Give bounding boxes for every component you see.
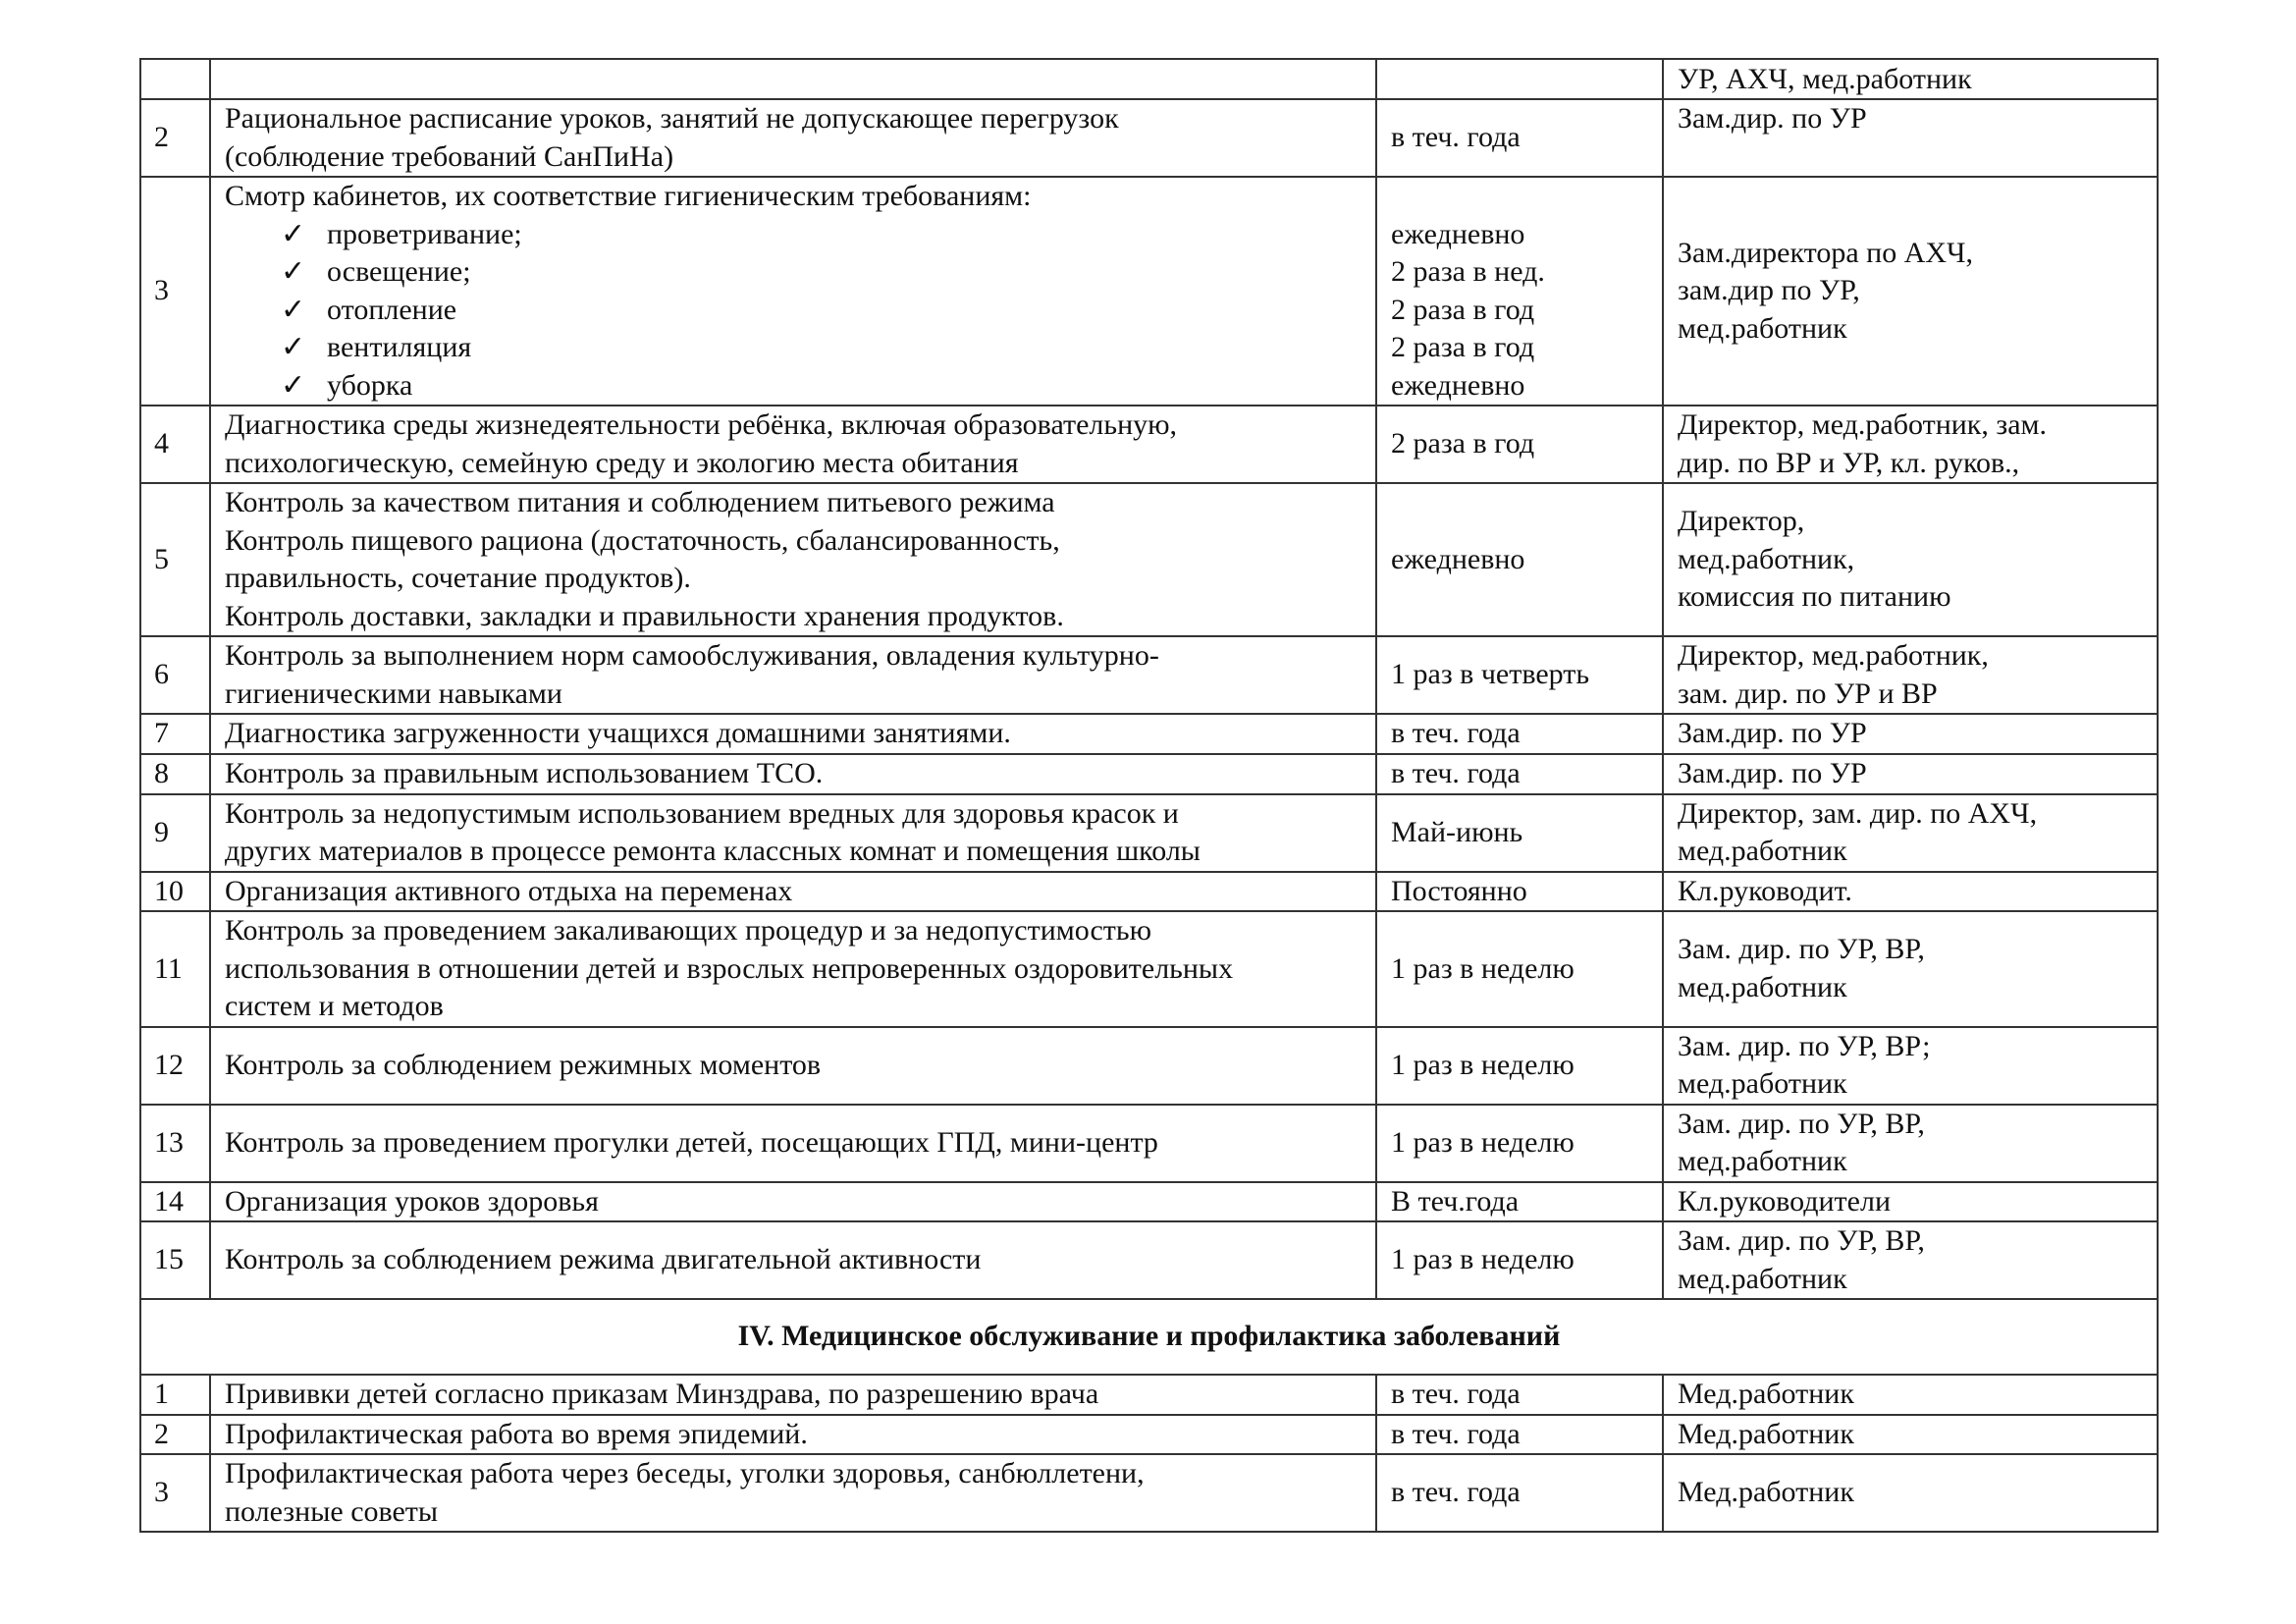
responsible-line: Директор, мед.работник, (1678, 639, 1989, 672)
period-line: 2 раза в нед. (1391, 255, 1545, 288)
responsible-line: мед.работник (1678, 1262, 1847, 1295)
table-row (140, 1221, 2158, 1299)
row-number-cell (140, 872, 210, 912)
activity-line: Контроль за проведением прогулки детей, посещающих ГПД, мини-центр (225, 1125, 1158, 1159)
period-line: 2 раза в год (1391, 331, 1535, 363)
responsible-line: мед.работник (1678, 311, 1847, 345)
period-cell (1376, 636, 1663, 714)
row-number-cell (140, 911, 210, 1027)
period-cell (1376, 1415, 1663, 1455)
period-line: ежедневно (1391, 542, 1525, 575)
activity-line: Контроль за качеством питания и соблюдением питьевого режима (225, 486, 1055, 518)
activity-line: Контроль за проведением закаливающих процедур и за недопустимостью (225, 914, 1152, 947)
activity-cell (210, 754, 1376, 794)
activity-line: Профилактическая работа через беседы, уголки здоровья, санбюллетени, (225, 1457, 1145, 1489)
row-number: 9 (154, 815, 169, 848)
checklist-item-label: освещение; (327, 255, 471, 288)
table-row (140, 1182, 2158, 1222)
responsible-line: Зам.директора по АХЧ, (1678, 236, 1974, 269)
activity-line: гигиеническими навыками (225, 677, 562, 710)
checklist-item (225, 253, 1362, 292)
row-number: 3 (154, 274, 169, 307)
responsible-line: Зам.дир. по УР (1678, 756, 1867, 789)
activity-line: психологическую, семейную среду и экологию места обитания (225, 446, 1019, 479)
responsible-line: Мед.работник (1678, 1417, 1854, 1450)
period-line: в теч. года (1391, 121, 1521, 154)
activity-line: (соблюдение требований СанПиНа) (225, 139, 674, 173)
responsible-line: Мед.работник (1678, 1476, 1854, 1509)
responsible-line: мед.работник (1678, 970, 1847, 1003)
checklist-item-label: проветривание; (327, 217, 522, 250)
table-row (140, 872, 2158, 912)
period-line: 1 раз в неделю (1391, 1125, 1575, 1159)
checkmark-icon: ✓ (281, 255, 306, 288)
activity-cell (210, 872, 1376, 912)
table-row (140, 1415, 2158, 1455)
activity-cell (210, 99, 1376, 177)
section-title: IV. Медицинское обслуживание и профилактика заболеваний (140, 1299, 2158, 1375)
period-cell (1376, 794, 1663, 872)
period-cell (1376, 872, 1663, 912)
activity-cell (210, 714, 1376, 754)
responsible-line: Мед.работник (1678, 1378, 1854, 1410)
table-row (140, 1105, 2158, 1182)
activity-line: Рациональное расписание уроков, занятий не допускающее перегрузок (225, 102, 1119, 135)
row-number: 15 (154, 1243, 184, 1276)
row-number: 2 (154, 1417, 169, 1450)
period-line: ежедневно (1391, 368, 1525, 402)
table-row (140, 177, 2158, 406)
responsible-line: Директор, мед.работник, зам. (1678, 408, 2048, 441)
period-cell (1376, 1027, 1663, 1105)
responsible-line: Кл.руководители (1678, 1184, 1892, 1218)
period-cell (1376, 59, 1663, 99)
responsible-cell (1663, 1415, 2158, 1455)
table-row (140, 1027, 2158, 1105)
table-row (140, 99, 2158, 177)
activity-cell (210, 911, 1376, 1027)
period-line: в теч. года (1391, 1378, 1521, 1410)
responsible-line: Директор, (1678, 505, 1805, 538)
responsible-cell (1663, 872, 2158, 912)
row-number: 8 (154, 756, 169, 789)
period-cell (1376, 714, 1663, 754)
period-line: в теч. года (1391, 717, 1521, 749)
row-number: 12 (154, 1048, 184, 1081)
activity-cell (210, 406, 1376, 483)
responsible-line: УР, АХЧ, мед.работник (1678, 62, 1972, 95)
period-cell (1376, 754, 1663, 794)
activity-line: других материалов в процессе ремонта классных комнат и помещения школы (225, 835, 1201, 867)
period-line: В теч.года (1391, 1184, 1520, 1218)
activity-line: Организация уроков здоровья (225, 1184, 599, 1218)
responsible-line: Кл.руководит. (1678, 874, 1852, 907)
activity-line: Контроль пищевого рациона (достаточность, сбалансированность, (225, 523, 1060, 557)
responsible-line: комиссия по питанию (1678, 580, 1951, 614)
row-number-cell (140, 177, 210, 406)
period-line: 2 раза в год (1391, 427, 1535, 460)
activity-line: Прививки детей согласно приказам Минздрава, по разрешению врача (225, 1378, 1099, 1410)
row-number-cell (140, 1027, 210, 1105)
activity-cell (210, 1415, 1376, 1455)
responsible-cell (1663, 636, 2158, 714)
period-line: ежедневно (1391, 217, 1525, 250)
period-line: Май-июнь (1391, 815, 1523, 848)
period-line: 1 раз в неделю (1391, 1243, 1575, 1276)
period-cell (1376, 1375, 1663, 1415)
responsible-cell (1663, 59, 2158, 99)
row-number: 3 (154, 1476, 169, 1509)
responsible-line: Зам. дир. по УР, ВР; (1678, 1029, 1931, 1062)
activity-cell (210, 1375, 1376, 1415)
row-number-cell (140, 1221, 210, 1299)
responsible-line: мед.работник (1678, 835, 1847, 867)
activity-line: Организация активного отдыха на переменах (225, 874, 793, 907)
responsible-cell (1663, 1027, 2158, 1105)
table-row (140, 1375, 2158, 1415)
period-cell (1376, 1182, 1663, 1222)
responsible-line: Директор, зам. дир. по АХЧ, (1678, 796, 2038, 830)
row-number-cell (140, 636, 210, 714)
activity-cell (210, 636, 1376, 714)
checklist-item (225, 367, 1362, 406)
activity-line: Контроль за выполнением норм самообслуживания, овладения культурно- (225, 639, 1159, 672)
period-line: в теч. года (1391, 756, 1521, 789)
activity-line: Контроль за соблюдением режимных моментов (225, 1048, 822, 1081)
activity-line: использования в отношении детей и взрослых непроверенных оздоровительных (225, 951, 1234, 985)
responsible-cell (1663, 794, 2158, 872)
period-line: 1 раз в неделю (1391, 951, 1575, 985)
responsible-line: мед.работник (1678, 1145, 1847, 1177)
period-line: 2 раза в год (1391, 293, 1535, 326)
activity-line: Контроль доставки, закладки и правильности хранения продуктов. (225, 599, 1064, 632)
period-cell (1376, 1105, 1663, 1182)
responsible-cell (1663, 1182, 2158, 1222)
responsible-cell (1663, 754, 2158, 794)
table-row-continued (140, 59, 2158, 99)
row-number-cell (140, 1375, 210, 1415)
table-row (140, 714, 2158, 754)
activity-cell (210, 1454, 1376, 1532)
period-cell (1376, 1454, 1663, 1532)
checklist-item-label: отопление (327, 293, 457, 326)
responsible-line: зам.дир по УР, (1678, 274, 1860, 307)
checklist-item-label: вентиляция (327, 331, 472, 363)
row-number-cell (140, 1454, 210, 1532)
period-line: в теч. года (1391, 1476, 1521, 1509)
checklist-item (225, 216, 1362, 254)
checkmark-icon: ✓ (281, 217, 306, 250)
table-row (140, 636, 2158, 714)
period-cell (1376, 1221, 1663, 1299)
period-line: 1 раз в четверть (1391, 658, 1590, 691)
responsible-line: Зам.дир. по УР (1678, 717, 1867, 749)
responsible-line: мед.работник (1678, 1067, 1847, 1100)
responsible-cell (1663, 99, 2158, 177)
responsible-line: Зам.дир. по УР (1678, 102, 1867, 135)
row-number-cell (140, 794, 210, 872)
responsible-line: зам. дир. по УР и ВР (1678, 677, 1938, 710)
checkmark-icon: ✓ (281, 293, 306, 326)
activity-line: Диагностика среды жизнедеятельности ребёнка, включая образовательную, (225, 408, 1178, 441)
checklist-item (225, 329, 1362, 367)
activity-line: Диагностика загруженности учащихся домашними занятиями. (225, 717, 1011, 749)
row-number-cell (140, 406, 210, 483)
responsible-cell (1663, 714, 2158, 754)
table-row (140, 406, 2158, 483)
activity-cell (210, 483, 1376, 636)
row-number-cell (140, 1105, 210, 1182)
responsible-line: дир. по ВР и УР, кл. руков., (1678, 446, 2020, 479)
row-number-cell (140, 714, 210, 754)
activity-line: Контроль за недопустимым использованием вредных для здоровья красок и (225, 796, 1179, 830)
activity-line: систем и методов (225, 990, 444, 1022)
row-number-cell (140, 1415, 210, 1455)
period-cell (1376, 483, 1663, 636)
activity-line: полезные советы (225, 1494, 439, 1528)
row-number-cell (140, 59, 210, 99)
row-number: 4 (154, 427, 169, 460)
activity-cell (210, 1105, 1376, 1182)
row-number: 2 (154, 121, 169, 154)
activity-cell (210, 1221, 1376, 1299)
row-number: 6 (154, 658, 169, 691)
checklist-item-label: уборка (327, 368, 413, 402)
row-number: 7 (154, 717, 169, 749)
activity-line: Профилактическая работа во время эпидемий. (225, 1417, 808, 1450)
responsible-line: Зам. дир. по УР, ВР, (1678, 1107, 1925, 1140)
row-number: 14 (154, 1184, 184, 1218)
responsible-cell (1663, 1105, 2158, 1182)
row-number: 13 (154, 1125, 184, 1159)
responsible-line: мед.работник, (1678, 542, 1855, 575)
row-number: 10 (154, 874, 184, 907)
section-header-row (140, 1299, 2158, 1375)
responsible-cell (1663, 1454, 2158, 1532)
plan-table (139, 58, 2159, 1533)
activity-line: Контроль за правильным использованием ТСО. (225, 756, 824, 789)
period-cell (1376, 406, 1663, 483)
activity-line: Контроль за соблюдением режима двигательной активности (225, 1243, 982, 1276)
period-line: в теч. года (1391, 1417, 1521, 1450)
activity-cell (210, 1182, 1376, 1222)
activity-cell (210, 794, 1376, 872)
responsible-cell (1663, 177, 2158, 406)
table-row (140, 483, 2158, 636)
activity-line: Смотр кабинетов, их соответствие гигиеническим требованиям: (225, 180, 1032, 212)
period-line: 1 раз в неделю (1391, 1048, 1575, 1081)
responsible-cell (1663, 1221, 2158, 1299)
checkmark-icon: ✓ (281, 331, 306, 363)
row-number-cell (140, 99, 210, 177)
period-cell (1376, 911, 1663, 1027)
activity-cell (210, 59, 1376, 99)
period-cell (1376, 99, 1663, 177)
table-row (140, 754, 2158, 794)
responsible-line: Зам. дир. по УР, ВР, (1678, 933, 1925, 966)
table-row (140, 1454, 2158, 1532)
responsible-cell (1663, 1375, 2158, 1415)
responsible-cell (1663, 406, 2158, 483)
table-row (140, 794, 2158, 872)
activity-cell (210, 1027, 1376, 1105)
row-number: 11 (154, 951, 183, 985)
responsible-line: Зам. дир. по УР, ВР, (1678, 1224, 1925, 1257)
activity-line: правильность, сочетание продуктов). (225, 562, 691, 594)
checklist-item (225, 292, 1362, 330)
row-number: 5 (154, 542, 169, 575)
checkmark-icon: ✓ (281, 368, 306, 402)
row-number-cell (140, 483, 210, 636)
table-row (140, 911, 2158, 1027)
period-line: Постоянно (1391, 874, 1527, 907)
period-cell (1376, 177, 1663, 406)
responsible-cell (1663, 483, 2158, 636)
activity-cell (210, 177, 1376, 406)
row-number: 1 (154, 1378, 169, 1410)
responsible-cell (1663, 911, 2158, 1027)
row-number-cell (140, 1182, 210, 1222)
row-number-cell (140, 754, 210, 794)
